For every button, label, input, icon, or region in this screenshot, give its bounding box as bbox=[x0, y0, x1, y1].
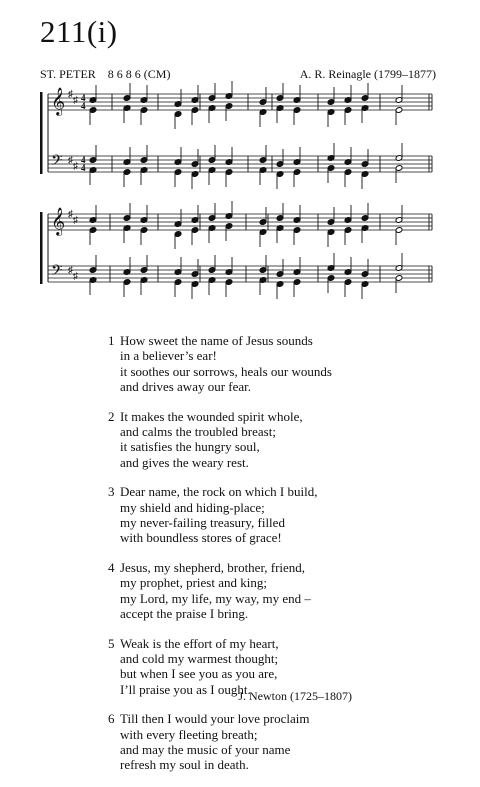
verse-line: and gives the weary rest. bbox=[120, 454, 249, 470]
verse-line: Weak is the effort of my heart, bbox=[120, 635, 279, 651]
sharp-sign: ♯ bbox=[73, 215, 78, 226]
time-signature: 4 bbox=[81, 155, 86, 165]
time-signature: 4 bbox=[81, 101, 86, 111]
verse bbox=[108, 333, 450, 395]
sharp-sign: ♯ bbox=[68, 209, 73, 220]
verse-number: 5 bbox=[108, 635, 115, 651]
verse-number: 1 bbox=[108, 333, 115, 348]
verse-line: I’ll praise you as I ought. bbox=[120, 681, 251, 697]
verse bbox=[108, 408, 450, 471]
verse-line: accept the praise I bring. bbox=[120, 606, 249, 622]
sharp-sign: ♯ bbox=[73, 271, 78, 282]
verse-number: 6 bbox=[108, 711, 115, 727]
verse-line: with every fleeting breath; bbox=[120, 726, 258, 742]
music-score bbox=[0, 0, 480, 320]
verse-line: Dear name, the rock on which I build, bbox=[120, 484, 318, 500]
tune-name: ST. PETER bbox=[40, 67, 96, 81]
verse-line: it satisfies the hungry soul, bbox=[120, 439, 260, 455]
verse bbox=[108, 635, 450, 698]
sharp-sign: ♯ bbox=[68, 89, 73, 100]
composer: A. R. Reinagle (1799–1877) bbox=[299, 67, 436, 81]
verse-line: my never-failing treasury, filled bbox=[120, 515, 285, 531]
verse-line: It makes the wounded spirit whole, bbox=[120, 408, 303, 424]
verse-line: How sweet the name of Jesus sounds bbox=[120, 333, 313, 348]
verse-line: my shield and hiding-place; bbox=[120, 499, 265, 515]
time-signature: 4 bbox=[81, 93, 86, 103]
verse-number: 2 bbox=[108, 408, 115, 424]
sharp-sign: ♯ bbox=[68, 155, 73, 166]
verse-line: Till then I would your love proclaim bbox=[120, 711, 310, 727]
sharp-sign: ♯ bbox=[73, 161, 78, 172]
author-credit: J. Newton (1725–1807) bbox=[238, 689, 352, 703]
bass-clef: 𝄢 bbox=[51, 262, 63, 283]
verse-line: Jesus, my shepherd, brother, friend, bbox=[120, 559, 306, 575]
meter: 8 6 8 6 (CM) bbox=[107, 67, 171, 81]
system-bracket bbox=[40, 92, 43, 174]
verse-line: my prophet, priest and king; bbox=[120, 575, 267, 591]
verse-line: and calms the troubled breast; bbox=[120, 424, 276, 440]
verse-line: and may the music of your name bbox=[120, 741, 291, 757]
bass-clef: 𝄢 bbox=[51, 152, 63, 173]
verse-number: 3 bbox=[108, 484, 115, 500]
treble-clef: 𝄞 bbox=[51, 87, 66, 115]
verse-line: in a believer’s ear! bbox=[120, 348, 217, 364]
verse-line: and drives away our fear. bbox=[120, 379, 252, 395]
verse-line: with boundless stores of grace! bbox=[120, 530, 282, 546]
verse-line: but when I see you as you are, bbox=[120, 666, 278, 682]
verse-number: 4 bbox=[108, 559, 115, 575]
time-signature: 4 bbox=[81, 163, 86, 173]
verse-line: it soothes our sorrows, heals our wounds bbox=[120, 363, 332, 379]
verse bbox=[108, 711, 450, 773]
verse-line: and cold my warmest thought; bbox=[120, 650, 279, 666]
verse bbox=[108, 484, 450, 546]
verse-line: refresh my soul in death. bbox=[120, 757, 249, 773]
verses bbox=[108, 333, 450, 787]
sharp-sign: ♯ bbox=[73, 95, 78, 106]
verse bbox=[108, 559, 450, 622]
system-bracket bbox=[40, 212, 43, 284]
sharp-sign: ♯ bbox=[68, 265, 73, 276]
verse-line: my Lord, my life, my way, my end – bbox=[120, 590, 311, 606]
treble-clef: 𝄞 bbox=[51, 207, 66, 235]
hymn-number: 211(i) bbox=[40, 14, 118, 49]
